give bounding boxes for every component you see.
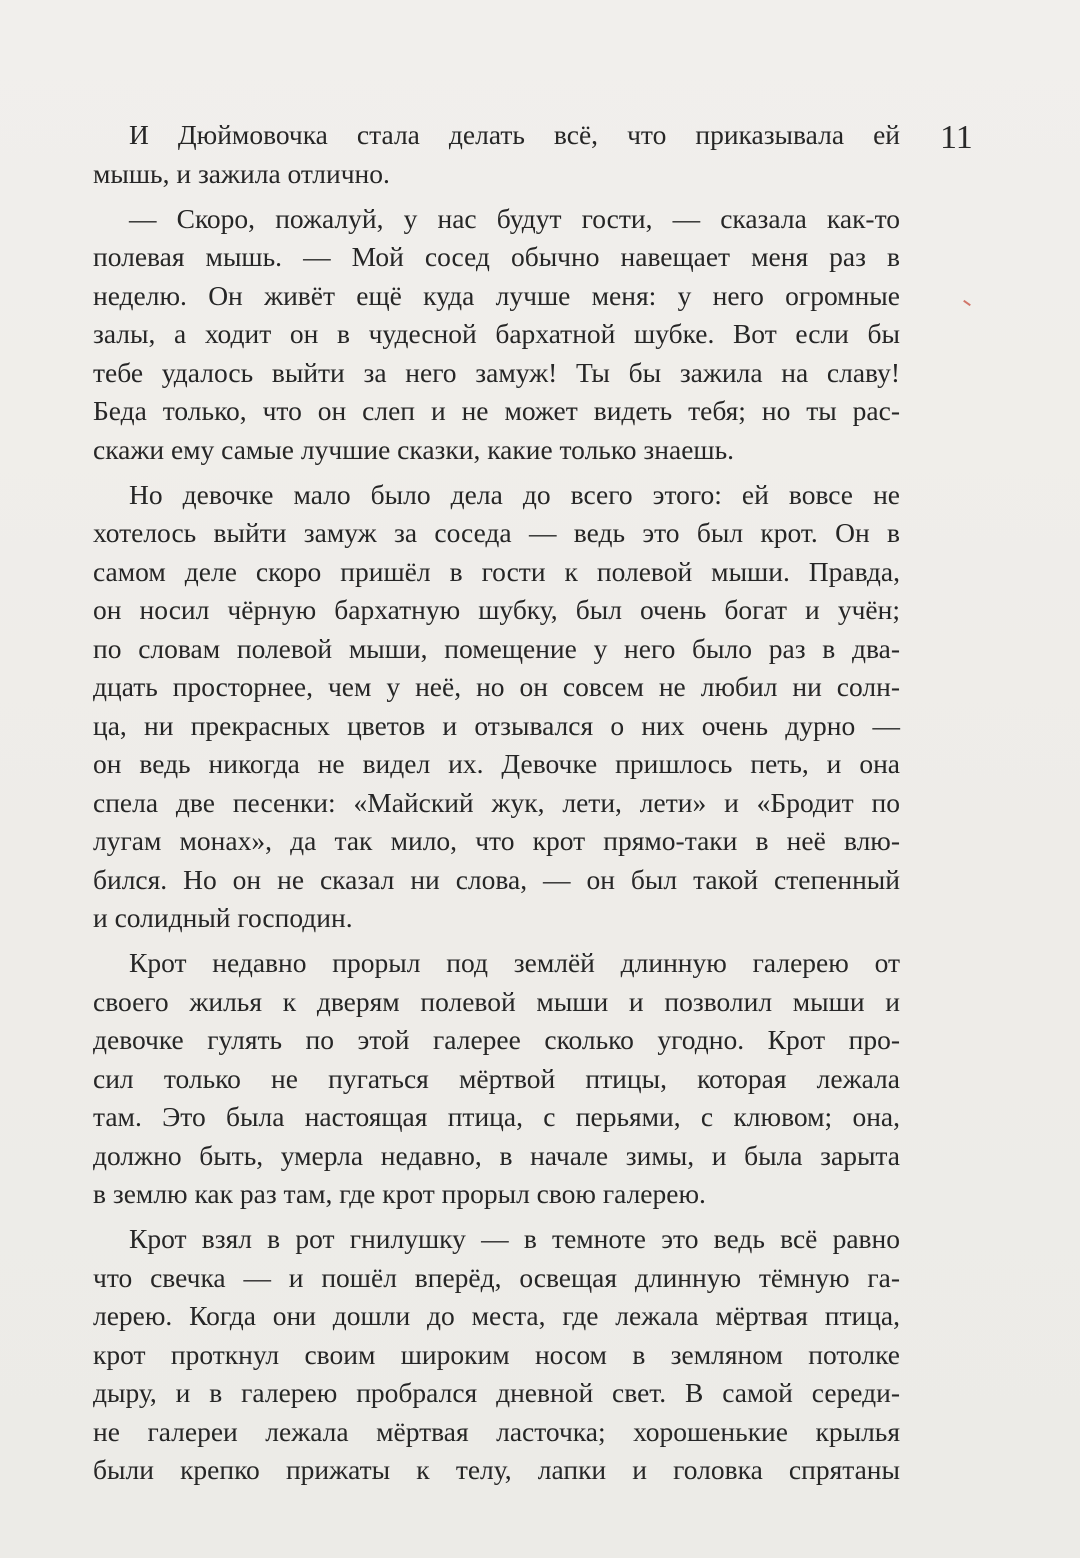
paragraph — [93, 944, 900, 1214]
text-line: сил только не пугаться мёртвой птицы, которая лежала — [93, 1062, 900, 1094]
text-line: девочке гулять по этой галерее сколько угодно. Крот про- — [93, 1024, 900, 1055]
text-line: в землю как раз там, где крот прорыл свою галерею. — [93, 1178, 706, 1209]
text-line: Беда только, что он слеп и не может видеть тебя; но ты рас- — [93, 395, 900, 426]
paragraph — [93, 1220, 900, 1490]
text-line: не галереи лежала мёртвая ласточка; хорошенькие крылья — [93, 1415, 900, 1447]
text-line: по словам полевой мыши, помещение у него было раз в два- — [93, 632, 900, 664]
text-line: крот проткнул своим широким носом в земляном потолке — [93, 1338, 900, 1370]
text-line: дыру, и в галерею пробрался дневной свет. В самой середи- — [93, 1377, 900, 1408]
text-line: Крот недавно прорыл под землёй длинную галерею от — [129, 947, 900, 978]
text-line: мышь, и зажила отлично. — [93, 157, 390, 189]
text-line: неделю. Он живёт ещё куда лучше меня: у него огромные — [93, 279, 900, 311]
text-line: залы, а ходит он в чудесной бархатной шубке. Вот если бы — [93, 318, 900, 349]
text-line: должно быть, умерла недавно, в начале зимы, и была зарыта — [93, 1139, 900, 1171]
paragraph — [93, 476, 900, 938]
text-line: и солидный господин. — [93, 902, 353, 933]
text-line: он ведь никогда не видел их. Девочке пришлось петь, и она — [93, 748, 900, 779]
text-line: дцать просторнее, чем у неё, но он совсем не любил ни солн- — [93, 671, 900, 702]
text-line: скажи ему самые лучшие сказки, какие только знаешь. — [93, 433, 734, 465]
text-line: Крот взял в рот гнилушку — в темноте это ведь всё равно — [129, 1223, 900, 1254]
text-line: — Скоро, пожалуй, у нас будут гости, — сказала как-то — [129, 202, 900, 234]
paragraph — [93, 200, 900, 470]
red-ink-mark — [963, 300, 971, 306]
text-line: там. Это была настоящая птица, с перьями, с клювом; она, — [93, 1101, 900, 1132]
text-column — [93, 116, 900, 1496]
text-line: Но девочке мало было дела до всего этого: ей вовсе не — [129, 478, 900, 510]
text-line: он носил чёрную бархатную шубку, был очень богат и учён; — [93, 594, 900, 625]
text-line: что свечка — и пошёл вперёд, освещая длинную тёмную га- — [93, 1261, 900, 1293]
text-line: тебе удалось выйти за него замуж! Ты бы зажила на славу! — [93, 356, 900, 388]
text-line: самом деле скоро пришёл в гости к полевой мыши. Правда, — [93, 555, 900, 587]
text-line: были крепко прижаты к телу, лапки и головка спрятаны — [93, 1454, 900, 1485]
text-line: хотелось выйти замуж за соседа — ведь это был крот. Он в — [93, 517, 900, 548]
text-line: своего жилья к дверям полевой мыши и позволил мыши и — [93, 985, 900, 1017]
page-number: 11 — [940, 119, 973, 156]
text-line: спела две песенки: «Майский жук, лети, лети» и «Бродит по — [93, 786, 900, 818]
text-line: И Дюймовочка стала делать всё, что приказывала ей — [129, 119, 900, 150]
text-line: лерею. Когда они дошли до места, где лежала мёртвая птица, — [93, 1300, 900, 1331]
text-line: лугам монах», да так мило, что крот прямо-таки в неё влю- — [93, 825, 900, 856]
text-line: ца, ни прекрасных цветов и отзывался о них очень дурно — — [93, 709, 900, 741]
text-line: полевая мышь. — Мой сосед обычно навещает меня раз в — [93, 241, 900, 272]
text-line: бился. Но он не сказал ни слова, — он был такой степенный — [93, 863, 900, 895]
paragraph — [93, 116, 900, 193]
